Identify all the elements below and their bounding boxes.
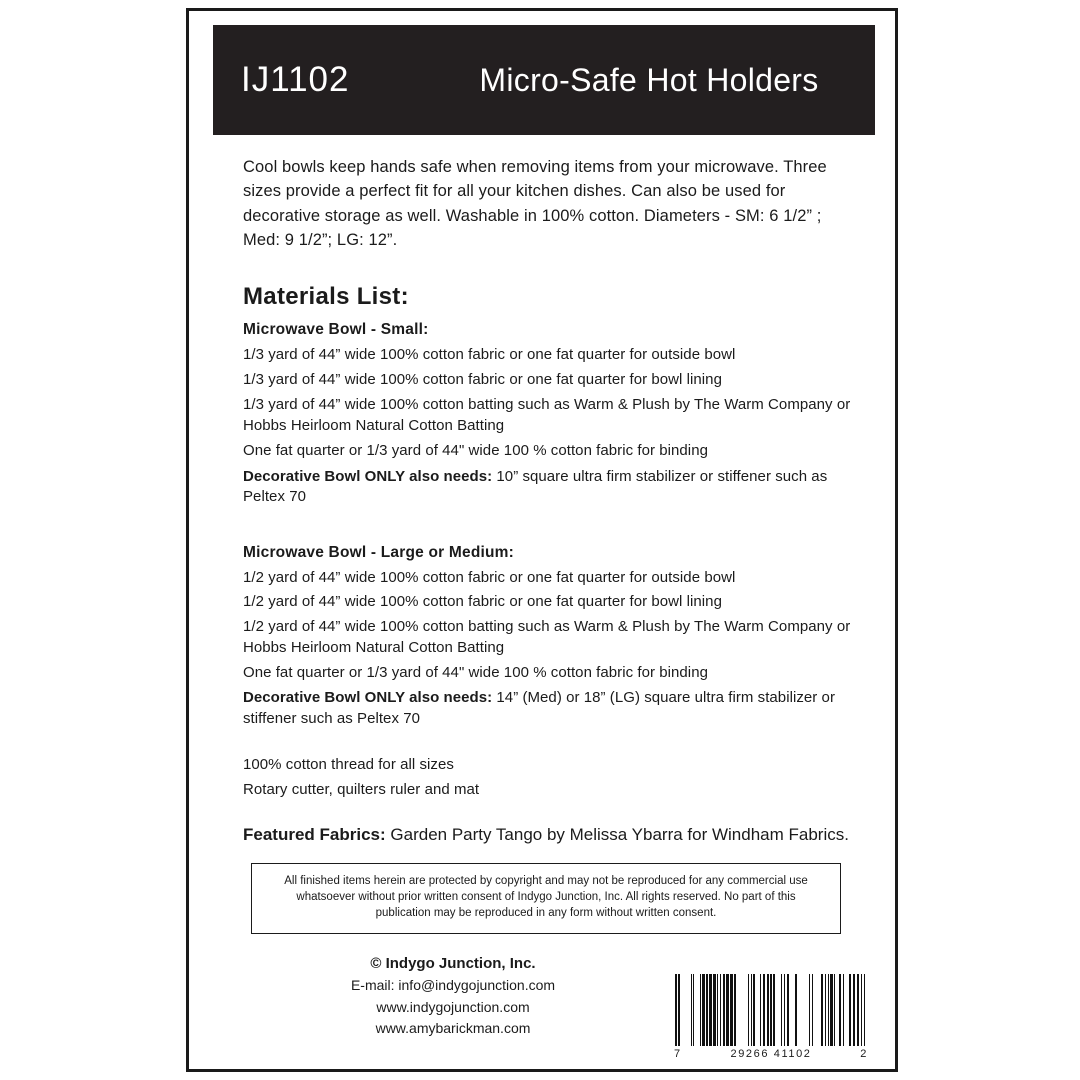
product-title: Micro-Safe Hot Holders [479, 61, 819, 98]
barcode-bars [673, 974, 869, 1046]
decorative-note-text: 14” (Med) or 18” (LG) square ultra firm stabilizer or stiffener such as Peltex 70 [243, 689, 835, 727]
barcode-right-digit: 2 [860, 1047, 868, 1060]
company-website-primary: www.indygojunction.com [376, 998, 530, 1015]
decorative-note-small [243, 467, 863, 508]
decorative-note-label: Decorative Bowl ONLY also needs: [243, 467, 493, 485]
section-spacer [213, 512, 879, 538]
material-line: 1/2 yard of 44” wide 100% cotton batting such as Warm & Plush by The Warm Company or Hobbs Heirloom Natural Cotton Batting [243, 618, 851, 656]
material-line: One fat quarter or 1/3 yard of 44" wide 100 % cotton fabric for binding [243, 663, 708, 681]
material-line: 1/3 yard of 44” wide 100% cotton batting such as Warm & Plush by The Warm Company or Hobbs Heirloom Natural Cotton Batting [243, 396, 851, 434]
copyright-notice-box: All finished items herein are protected by copyright and may not be reproduced for any commercial use whatsoever without prior written consent of Indygo Junction, Inc. All rights reserved. No part of this publication may be reproduced in any form without written consent. [251, 863, 841, 934]
section-heading-small: Microwave Bowl - Small: [243, 320, 429, 338]
material-line: 1/2 yard of 44” wide 100% cotton fabric or one fat quarter for outside bowl [243, 569, 736, 587]
decorative-note-label: Decorative Bowl ONLY also needs: [243, 689, 493, 707]
package-header-bar [213, 25, 875, 135]
barcode-main-digits: 29266 41102 [730, 1047, 812, 1060]
product-description: Cool bowls keep hands safe when removing items from your microwave. Three sizes provide a perfect fit for all your kitchen dishes. Can also be used for decorative storage as well. Washable in 100% cotton. Diameters - SM: 6 1/2” ; Med: 9 1/2”; LG: 12”. [243, 158, 827, 250]
materials-list-heading: Materials List: [243, 282, 409, 310]
extra-material-line: 100% cotton thread for all sizes [243, 756, 454, 774]
package-footer [213, 952, 879, 1072]
barcode-left-digit: 7 [674, 1047, 682, 1060]
material-line: 1/2 yard of 44” wide 100% cotton fabric or one fat quarter for bowl lining [243, 592, 722, 610]
material-line: 1/3 yard of 44” wide 100% cotton fabric or one fat quarter for bowl lining [243, 371, 722, 389]
package-panel [186, 8, 898, 1072]
decorative-note-text: 10” square ultra firm stabilizer or stiffener such as Peltex 70 [243, 467, 828, 505]
company-email: E-mail: info@indygojunction.com [350, 976, 556, 993]
barcode-digits [673, 1048, 869, 1060]
product-sku: IJ1102 [241, 60, 350, 99]
extra-material-line: Rotary cutter, quilters ruler and mat [243, 781, 480, 799]
featured-fabrics-label: Featured Fabrics: [243, 824, 386, 844]
barcode [673, 974, 869, 1060]
featured-fabrics-text: Garden Party Tango by Melissa Ybarra for Windham Fabrics. [385, 824, 849, 844]
section-heading-large-medium: Microwave Bowl - Large or Medium: [243, 544, 515, 562]
decorative-note-large-medium [243, 688, 863, 729]
company-info [273, 952, 633, 1040]
featured-fabrics [231, 823, 861, 847]
section-spacer [213, 734, 879, 750]
company-name: © Indygo Junction, Inc. [370, 954, 536, 972]
package-body [213, 145, 879, 1072]
material-line: One fat quarter or 1/3 yard of 44" wide 100 % cotton fabric for binding [243, 442, 708, 460]
company-website-secondary: www.amybarickman.com [375, 1020, 531, 1037]
material-line: 1/3 yard of 44” wide 100% cotton fabric or one fat quarter for outside bowl [243, 345, 736, 363]
